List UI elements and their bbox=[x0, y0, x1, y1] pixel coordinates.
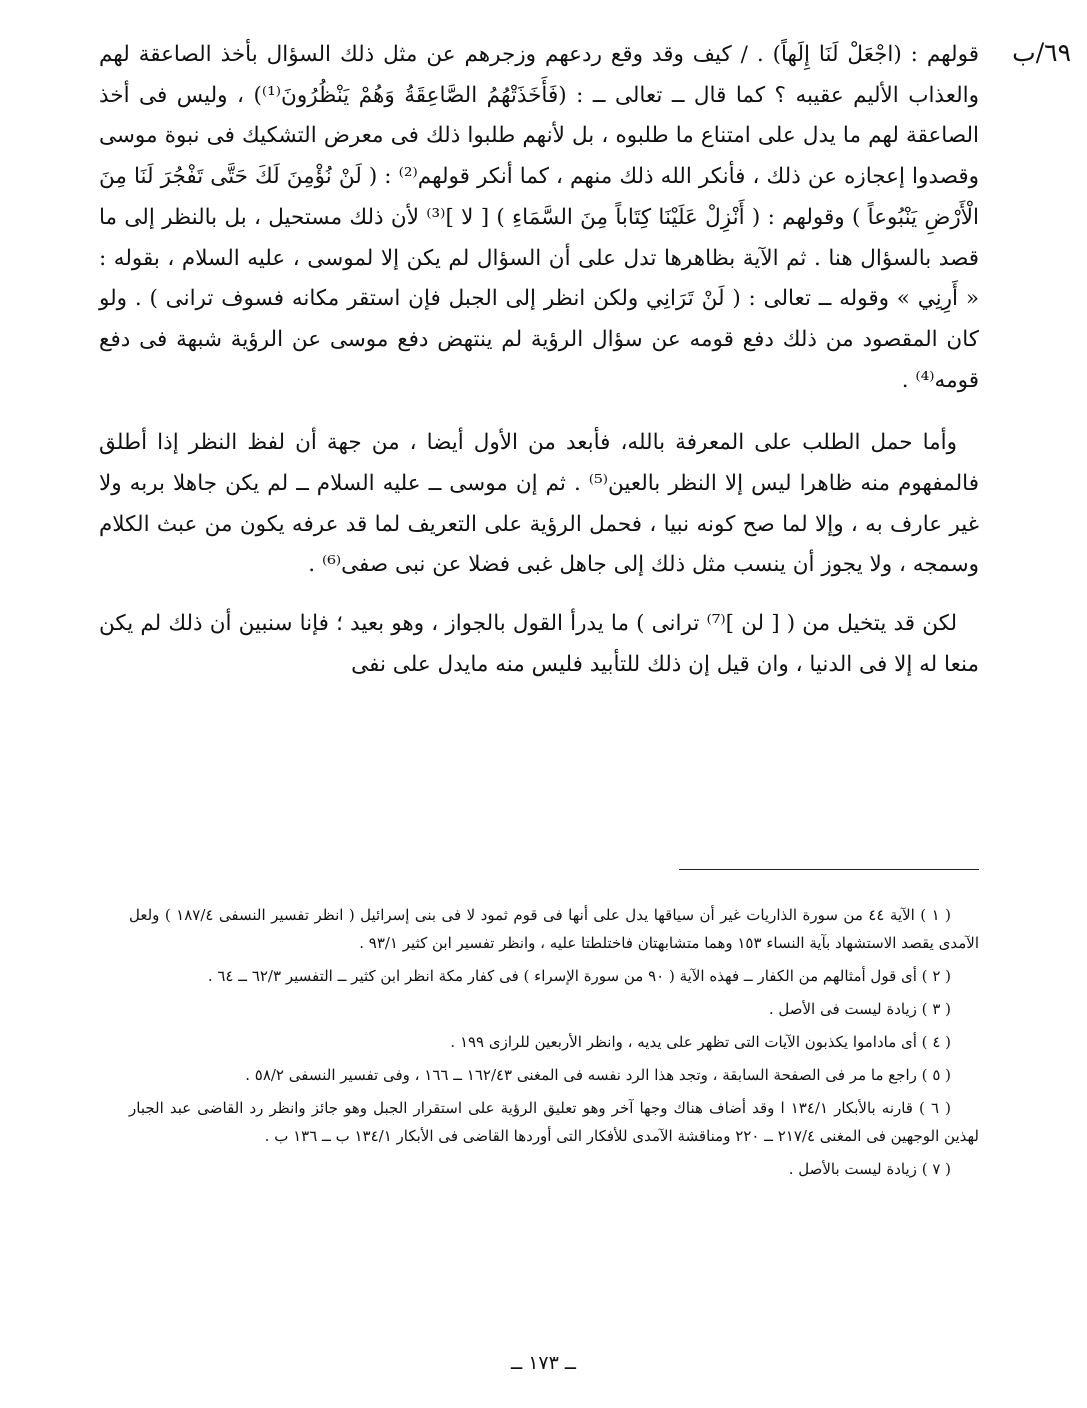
margin-folio-reference: ٦٩/ب bbox=[1012, 38, 1071, 67]
footnotes-section bbox=[129, 901, 979, 1188]
footnote-7: ( ٧ ) زيادة ليست بالأصل . bbox=[788, 1160, 951, 1178]
footnote-6: ( ٦ ) قارنه بالأبكار ١٣٤/١ ا وقد أضاف هناك وجها آخر وهو تعليق الرؤية على استقرار الجبل وهو جائز وانظر رد القاضى عبد الجبار لهذين الوجهين فى المغنى ٢١٧/٤ ــ ٢٢٠ ومناقشة الآمدى للأفكار التى أوردها القاضى فى الأبكار ١٣٤/١ ب ــ ١٣٦ ب . bbox=[129, 1099, 979, 1145]
footnote-4: ( ٤ ) أى ماداموا يكذبون الآيات التى تظهر على يديه ، وانظر الأربعين للرازى ١٩٩ . bbox=[450, 1033, 951, 1051]
body-paragraph-2: وأما حمل الطلب على المعرفة بالله، فأبعد من الأول أيضا ، من جهة أن لفظ النظر إذا أطلق فالمفهوم منه ظاهرا ليس إلا النظر بالعين⁽⁵⁾ . ثم إن موسى ــ عليه السلام ــ لم يكن جاهلا بربه ولا غير عارف به ، وإلا لما صح كونه نبيا ، فحمل الرؤية على التعريف لما قد عرفه يكون من عبث الكلام وسمجه ، ولا يجوز أن ينسب مثل ذلك إلى جاهل غبى فضلا عن نبى صفى⁽⁶⁾ . bbox=[99, 430, 979, 578]
footnote-2: ( ٢ ) أى قول أمثالهم من الكفار ــ فهذه الآية ( ٩٠ من سورة الإسراء ) فى كفار مكة انظر ابن كثير ــ التفسير ٦٢/٣ ــ ٦٤ . bbox=[207, 967, 951, 985]
footnote-separator-rule bbox=[679, 869, 979, 870]
footnote-5: ( ٥ ) راجع ما مر فى الصفحة السابقة ، وتجد هذا الرد نفسه فى المغنى ١٦٢/٤٣ ــ ١٦٦ ، وفى تفسير النسفى ٥٨/٢ . bbox=[245, 1066, 951, 1084]
page-number: ــ ١٧٣ ــ bbox=[511, 1352, 576, 1374]
main-text-body bbox=[99, 35, 979, 704]
body-paragraph-3: لكن قد يتخيل من ( [ لن ]⁽⁷⁾ ترانى ) ما يدرأ القول بالجواز ، وهو بعيد ؛ فإنا سنبين أن ذلك لم يكن منعا له إلا فى الدنيا ، وان قيل إن ذلك للتأبيد فليس منه مايدل على نفى bbox=[99, 611, 979, 677]
body-paragraph-1: قولهم : (اجْعَلْ لَنَا إِلَهاً) . / كيف وقد وقع ردعهم وزجرهم عن مثل ذلك السؤال بأخذ الصاعقة لهم والعذاب الأليم عقيبه ؟ كما قال ــ تعالى ــ : (فَأَخَذَتْهُمُ الصَّاعِقَةُ وَهُمْ يَنْظُرُونَ⁽¹⁾) ، وليس فى أخذ الصاعقة لهم ما يدل على امتناع ما طلبوه ، بل لأنهم طلبوا ذلك فى معرض التشكيك فى نبوة موسى وقصدوا إعجازه عن ذلك ، فأنكر الله ذلك منهم ، كما أنكر قولهم⁽²⁾ : ( لَنْ نُؤْمِنَ لَكَ حَتَّى تَفْجُرَ لَنَا مِنَ الْأَرْضِ يَنْبُوعاً ) وقولهم : ( أَنْزِلْ عَلَيْنَا كِتَاباً مِنَ السَّمَاءِ ) [ لا ]⁽³⁾ لأن ذلك مستحيل ، بل بالنظر إلى ما قصد بالسؤال هنا . ثم الآية بظاهرها تدل على أن السؤال لم يكن إلا لموسى ، عليه السلام ، بقوله : « أَرِنِي » وقوله ــ تعالى : ( لَنْ تَرَانِي ولكن انظر إلى الجبل فإن استقر مكانه فسوف ترانى ) . ولو كان المقصود من ذلك دفع قومه عن سؤال الرؤية لم ينتهض دفع موسى عن الرؤية شبهة فى دفع قومه⁽⁴⁾ . bbox=[99, 42, 979, 393]
footnote-1: ( ١ ) الآية ٤٤ من سورة الذاريات غير أن سياقها يدل على أنها فى قوم ثمود لا فى بنى إسرائيل ( انظر تفسير النسفى ١٨٧/٤ ) ولعل الآمدى يقصد الاستشهاد بآية النساء ١٥٣ وهما متشابهتان فاختلطتا عليه ، وانظر تفسير ابن كثير ٩٣/١ . bbox=[129, 906, 979, 952]
footnote-3: ( ٣ ) زيادة ليست فى الأصل . bbox=[768, 1000, 951, 1018]
